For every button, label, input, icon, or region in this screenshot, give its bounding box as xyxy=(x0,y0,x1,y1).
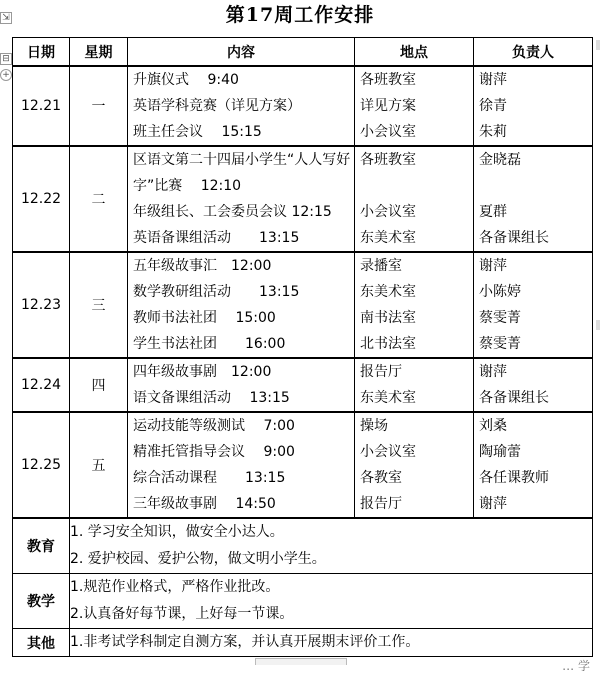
day-place-cell xyxy=(355,66,474,146)
note-line: 1. 学习安全知识，做安全小达人。 xyxy=(70,524,284,540)
day-weekday: 二 xyxy=(70,146,128,252)
item-owner: 金晓磊 xyxy=(479,152,521,168)
item-owner: 徐青 xyxy=(479,98,507,114)
item-owner: 夏群 xyxy=(479,204,507,220)
day-content-cell xyxy=(128,66,355,146)
item-content: 教师书法社团 15:00 xyxy=(133,310,276,326)
item-content: 英语备课组活动 13:15 xyxy=(133,230,300,246)
day-content-cell xyxy=(128,146,355,252)
note-row xyxy=(13,574,593,629)
note-label: 其他 xyxy=(13,629,70,657)
item-content: 升旗仪式 9:40 xyxy=(133,72,239,88)
day-place-cell xyxy=(355,358,474,412)
item-place: 东美术室 xyxy=(360,390,416,406)
item-content: 四年级故事剧 12:00 xyxy=(133,364,272,380)
item-place: 各教室 xyxy=(360,470,402,486)
note-body xyxy=(70,629,593,657)
day-weekday: 五 xyxy=(70,412,128,518)
item-content: 班主任会议 15:15 xyxy=(133,124,262,140)
day-date: 12.22 xyxy=(13,146,70,252)
item-owner: 刘桑 xyxy=(479,418,507,434)
item-place: 操场 xyxy=(360,418,388,434)
day-owner-cell xyxy=(474,252,593,358)
item-place: 小会议室 xyxy=(360,204,416,220)
day-weekday: 四 xyxy=(70,358,128,412)
note-line: 1.规范作业格式，严格作业批改。 xyxy=(70,579,280,595)
header-date: 日期 xyxy=(13,38,70,67)
day-date: 12.25 xyxy=(13,412,70,518)
item-content: 运动技能等级测试 7:00 xyxy=(133,418,295,434)
note-body xyxy=(70,518,593,574)
day-owner-cell xyxy=(474,358,593,412)
item-owner: 陶瑜蕾 xyxy=(479,444,521,460)
day-row xyxy=(13,146,593,252)
item-content: 英语学科竞赛（详见方案） xyxy=(133,98,301,114)
day-date: 12.21 xyxy=(13,66,70,146)
move-handle-icon[interactable]: ⇲ xyxy=(0,12,12,24)
item-place: 小会议室 xyxy=(360,444,416,460)
item-owner: 朱莉 xyxy=(479,124,507,140)
item-content: 区语文第二十四届小学生“人人写好字”比赛 12:10 xyxy=(133,152,351,194)
header-place: 地点 xyxy=(355,38,474,67)
item-owner: 小陈婷 xyxy=(479,284,521,300)
scrollbar-marker-2[interactable] xyxy=(596,320,600,330)
day-date: 12.23 xyxy=(13,252,70,358)
day-row xyxy=(13,66,593,146)
item-owner: 各备课组长 xyxy=(479,230,549,246)
scrollbar-marker[interactable] xyxy=(596,40,600,50)
day-content-cell xyxy=(128,252,355,358)
item-content: 数学教研组活动 13:15 xyxy=(133,284,300,300)
item-place: 小会议室 xyxy=(360,124,416,140)
note-label: 教学 xyxy=(13,574,70,629)
header-weekday: 星期 xyxy=(70,38,128,67)
day-date: 12.24 xyxy=(13,358,70,412)
day-place-cell xyxy=(355,252,474,358)
item-content: 语文备课组活动 13:15 xyxy=(133,390,290,406)
item-place: 东美术室 xyxy=(360,230,416,246)
day-weekday: 三 xyxy=(70,252,128,358)
schedule-table xyxy=(12,37,593,657)
header-row xyxy=(13,38,593,67)
note-line: 2. 爱护校园、爱护公物，做文明小学生。 xyxy=(70,551,326,567)
day-content-cell xyxy=(128,412,355,518)
item-place: 各班教室 xyxy=(360,152,416,168)
item-content: 精准托管指导会议 9:00 xyxy=(133,444,295,460)
corner-text: … 学 xyxy=(562,659,590,673)
item-owner: 蔡雯菁 xyxy=(479,336,521,352)
item-place: 北书法室 xyxy=(360,336,416,352)
note-label: 教育 xyxy=(13,518,70,574)
header-content: 内容 xyxy=(128,38,355,67)
item-content: 三年级故事剧 14:50 xyxy=(133,496,276,512)
day-owner-cell xyxy=(474,66,593,146)
item-place: 各班教室 xyxy=(360,72,416,88)
day-row xyxy=(13,412,593,518)
item-place: 南书法室 xyxy=(360,310,416,326)
day-place-cell xyxy=(355,412,474,518)
item-owner: 谢萍 xyxy=(479,72,507,88)
item-owner: 谢萍 xyxy=(479,496,507,512)
item-content: 综合活动课程 13:15 xyxy=(133,470,286,486)
item-owner: 各任课教师 xyxy=(479,470,549,486)
item-content: 五年级故事汇 12:00 xyxy=(133,258,272,274)
item-place: 录播室 xyxy=(360,258,402,274)
note-line: 2.认真备好每节课，上好每一节课。 xyxy=(70,606,294,622)
item-place: 详见方案 xyxy=(360,98,416,114)
day-weekday: 一 xyxy=(70,66,128,146)
day-row xyxy=(13,358,593,412)
page-title: 第17周工作安排 xyxy=(225,4,375,26)
note-row xyxy=(13,518,593,574)
header-owner: 负责人 xyxy=(474,38,593,67)
item-owner: 各备课组长 xyxy=(479,390,549,406)
day-row xyxy=(13,252,593,358)
note-row xyxy=(13,629,593,657)
day-owner-cell xyxy=(474,146,593,252)
item-content: 学生书法社团 16:00 xyxy=(133,336,286,352)
add-row-icon[interactable]: + xyxy=(0,69,12,81)
item-place: 报告厅 xyxy=(360,364,402,380)
status-bar xyxy=(255,658,347,665)
item-owner: 蔡雯菁 xyxy=(479,310,521,326)
collapse-icon[interactable]: ⊟ xyxy=(0,53,12,65)
item-place: 报告厅 xyxy=(360,496,402,512)
item-content: 年级组长、工会委员会议 12:15 xyxy=(133,204,332,220)
item-place: 东美术室 xyxy=(360,284,416,300)
item-owner: 谢萍 xyxy=(479,258,507,274)
day-content-cell xyxy=(128,358,355,412)
item-owner: 谢萍 xyxy=(479,364,507,380)
note-line: 1.非考试学科制定自测方案，并认真开展期末评价工作。 xyxy=(70,634,420,650)
day-owner-cell xyxy=(474,412,593,518)
note-body xyxy=(70,574,593,629)
day-place-cell xyxy=(355,146,474,252)
